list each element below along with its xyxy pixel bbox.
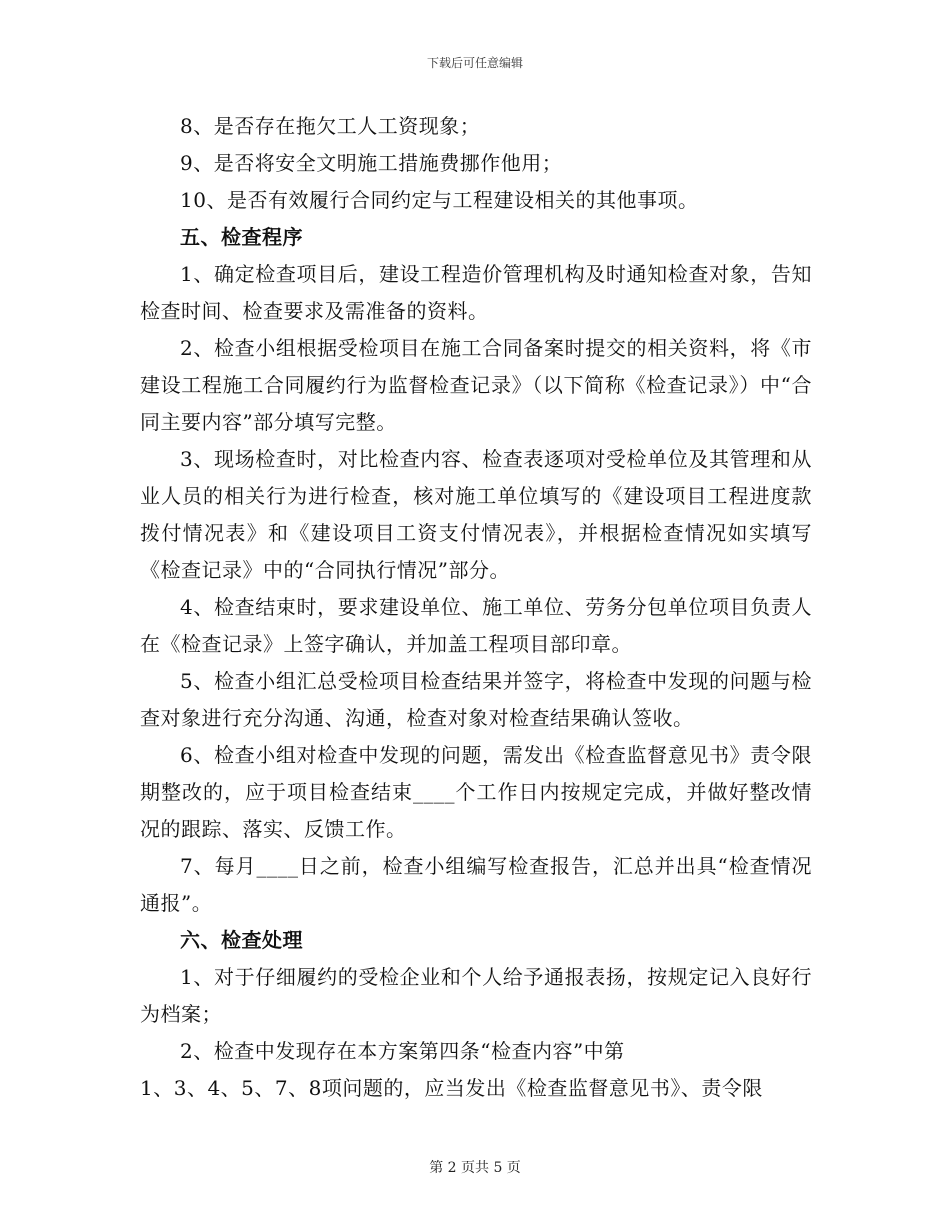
handling-item-2: 2、检查中发现存在本方案第四条“检查内容”中第 (180, 1039, 625, 1063)
section-heading-5: 五、检查程序 (180, 225, 303, 249)
list-item-10: 10、是否有效履行合同约定与工程建设相关的其他事项。 (180, 188, 699, 212)
list-item-9: 9、是否将安全文明施工措施费挪作他用； (180, 151, 563, 175)
list-item-8: 8、是否存在拖欠工人工资现象； (180, 114, 481, 138)
procedure-item-7: 7、每月____日之前，检查小组编写检查报告，汇总并出具“检查情况通报”。 (140, 854, 812, 915)
section-heading-6: 六、检查处理 (180, 928, 303, 952)
procedure-item-2: 2、检查小组根据受检项目在施工合同备案时提交的相关资料，将《市建设工程施工合同履约行为监督检查记录》（以下简称《检查记录》）中“合同主要内容”部分填写完整。 (140, 336, 812, 434)
document-body (140, 108, 812, 1107)
handling-item-1: 1、对于仔细履约的受检企业和个人给予通报表扬，按规定记入良好行为档案； (140, 965, 812, 1026)
procedure-item-5: 5、检查小组汇总受检项目检查结果并签字，将检查中发现的问题与检查对象进行充分沟通、沟通，检查对象对检查结果确认签收。 (140, 669, 812, 730)
procedure-item-1: 1、确定检查项目后，建设工程造价管理机构及时通知检查对象，告知检查时间、检查要求及需准备的资料。 (140, 262, 812, 323)
page-header: 下载后可任意编辑 (426, 56, 523, 70)
procedure-item-4: 4、检查结束时，要求建设单位、施工单位、劳务分包单位项目负责人在《检查记录》上签字确认，并加盖工程项目部印章。 (140, 595, 812, 656)
procedure-item-6: 6、检查小组对检查中发现的问题，需发出《检查监督意见书》责令限期整改的，应于项目检查结束____个工作日内按规定完成，并做好整改情况的跟踪、落实、反馈工作。 (140, 743, 812, 841)
page-footer: 第 2 页共 5 页 (429, 1160, 521, 1176)
handling-item-2-continuation: 1、3、4、5、7、8项问题的，应当发出《检查监督意见书》、责令限 (140, 1076, 763, 1100)
procedure-item-3: 3、现场检查时，对比检查内容、检查表逐项对受检单位及其管理和从业人员的相关行为进行检查，核对施工单位填写的《建设项目工程进度款拨付情况表》和《建设项目工资支付情况表》，并根据检查情况如实填写《检查记录》中的“合同执行情况”部分。 (140, 447, 812, 582)
